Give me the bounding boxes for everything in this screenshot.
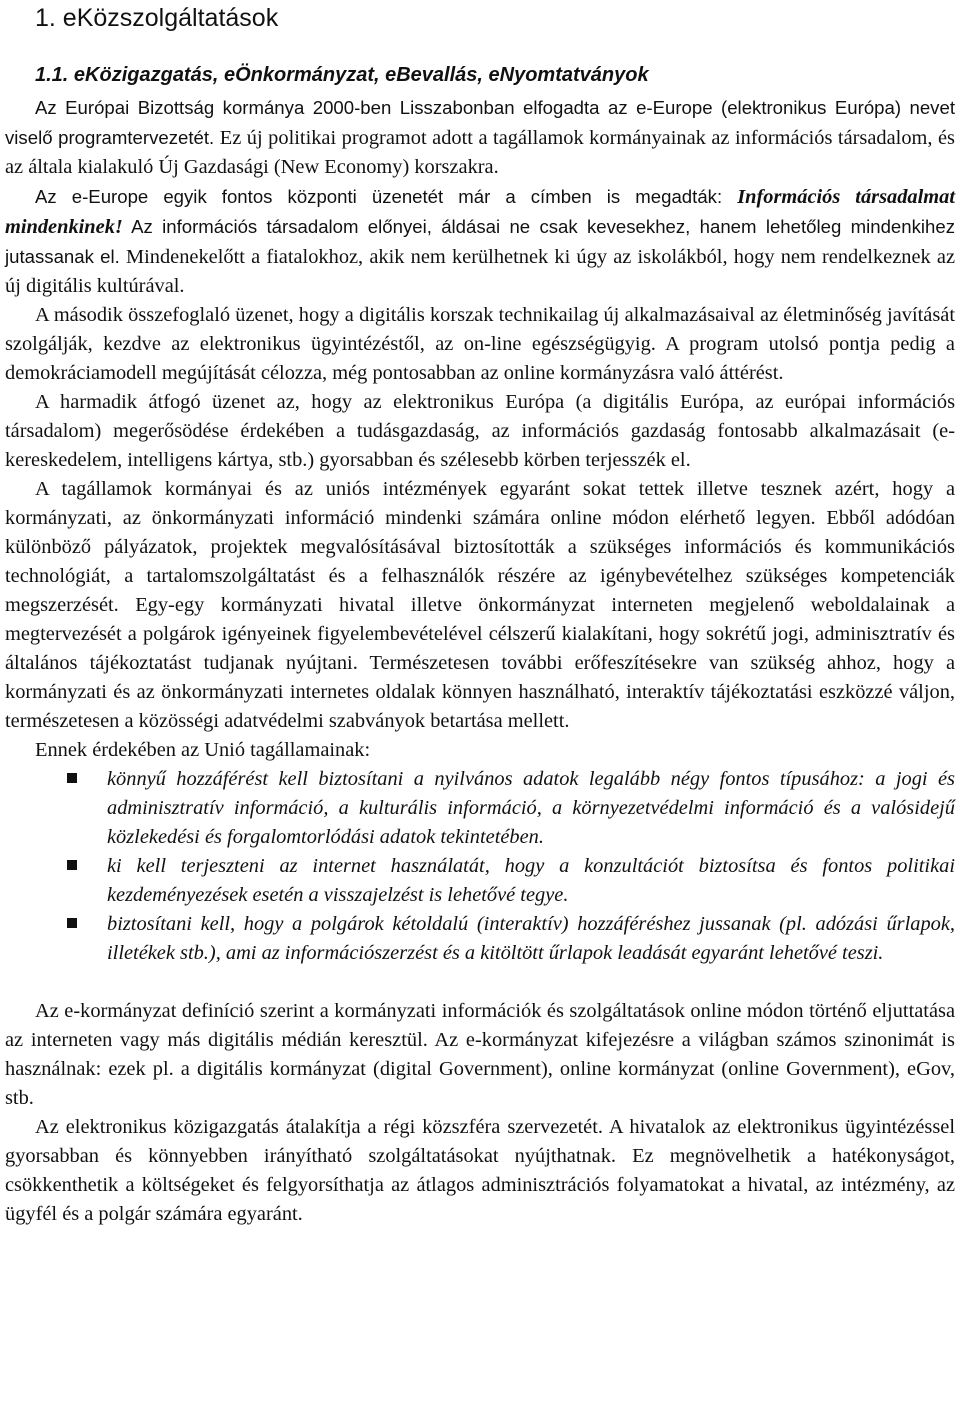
paragraph-1b-part-2: Az információs társadalom előnyei, áldásai ne csak kevesekhez, hanem lehetőleg mindenkihez jutassanak el.	[5, 216, 955, 267]
spacer	[5, 968, 955, 997]
paragraph-5: Ennek érdekében az Unió tagállamainak:	[35, 739, 371, 761]
paragraph-7: Az elektronikus közigazgatás átalakítja a régi közszféra szervezetét. A hivatalok az elektronikus ügyintézéssel gyorsabban és könnyebben irányítható szolgáltatásokat nyújthatnak. Ez megnövelhetik a hatékonyságot, csökkenthetik a költségeket és felgyorsíthatja az átlagos adminisztrációs folyamatokat a hivatal, az intézmény, az ügyfél és a polgár számára egyaránt.	[5, 1116, 955, 1225]
list-item-text: könnyű hozzáférést kell biztosítani a nyilvános adatok legalább négy fontos típusához: a jogi és adminisztratív információ, a kulturális információ, a környezetvédelmi információ és a valósidejű közlekedési és forgalomtorlódási adatok tekintetében.	[107, 768, 955, 848]
paragraph-1-part-2: Ez új politikai programot adott a tagállamok kormányainak az információs társadalom, és az általa kialakuló Új Gazdasági (New Economy) korszakra.	[5, 127, 955, 178]
document-body	[5, 93, 955, 1229]
list-item	[107, 852, 955, 910]
paragraph-4: A tagállamok kormányai és az uniós intézmények egyaránt sokat tettek illetve tesznek azért, hogy a kormányzati, az önkormányzati információ mindenki számára online módon elérhető legyen. Ebből adódóan különböző pályázatok, projektek megvalósításával biztosították a szükséges információs és kommunikációs technológiát, a tartalomszolgáltatást és a felhasználók részére az igénybevételhez szükséges kompetenciák megszerzését. Egy-egy kormányzati hivatal illetve önkormányzat interneten megjelenő weboldalainak a megtervezését a polgárok igényeinek figyelembevételével célszerű kialakítani, hogy sokrétű jogi, adminisztratív és általános tájékoztatást tudjanak nyújtani. Természetesen további erőfeszítésekre van szükség ahhoz, hogy a kormányzati és az önkormányzati internetes oldalak könnyen használható, interaktív tájékoztatási eszközzé váljon, természetesen a közösségi adatvédelmi szabványok betartása mellett.	[5, 478, 955, 732]
paragraph-2-part-2: A program utolsó pontja pedig a demokráciamodell megújítását célozza, még pontosabban az online kormányzásra való áttérést.	[5, 333, 955, 384]
paragraph-2	[5, 301, 955, 388]
bullet-list	[5, 765, 955, 968]
list-item	[107, 910, 955, 968]
list-item	[107, 765, 955, 852]
paragraph-1b	[5, 182, 955, 301]
square-bullet-icon	[67, 860, 77, 870]
square-bullet-icon	[67, 773, 77, 783]
section-heading: 1.1. eKözigazgatás, eÖnkormányzat, eBevallás, eNyomtatványok	[35, 64, 649, 86]
paragraph-6: Az e-kormányzat definíció szerint a kormányzati információk és szolgáltatások online módon történő eljuttatása az interneten vagy más digitális médián keresztül. Az e-kormányzat kifejezésre a világban számos szinonimát is használnak: ezek pl. a digitális kormányzat (digital Government), online kormányzat (online Government), eGov, stb.	[5, 1000, 955, 1109]
square-bullet-icon	[67, 918, 77, 928]
paragraph-1-part-1: Az Európai Bizottság kormánya 2000-ben Lisszabonban elfogadta az e-Europe (elektronikus Európa) nevet viselő programtervezetét.	[5, 97, 955, 148]
paragraph-3: A harmadik átfogó üzenet az, hogy az elektronikus Európa (a digitális Európa, az európai információs társadalom) megerősödése érdekében a tudásgazdaság, az információs gazdaság fontosabb alkalmazásait (e-kereskedelem, intelligens kártya, stb.) gyorsabban és szélesebb körben terjesszék el.	[5, 391, 955, 471]
list-item-text: biztosítani kell, hogy a polgárok kétoldalú (interaktív) hozzáféréshez jussanak (pl. adózási űrlapok, illetékek stb.), ami az információszerzést és a kitöltött űrlapok leadását egyaránt lehetővé teszi.	[107, 913, 955, 964]
list-item-text: ki kell terjeszteni az internet használatát, hogy a konzultációt biztosítsa és fontos politikai kezdeményezések esetén a visszajelzést is lehetővé tegye.	[107, 855, 955, 906]
paragraph-1b-part-1: Az e-Europe egyik fontos központi üzenetét már a címben is megadták:	[35, 186, 738, 207]
paragraph-1	[5, 93, 955, 182]
emphasis-slogan: Információs társadalmat mindenkinek!	[5, 186, 956, 238]
paragraph-1b-part-3: Mindenekelőtt a fiatalokhoz, akik nem kerülhetnek ki úgy az iskolákból, hogy nem rendelkeznek az új digitális kultúrával.	[5, 246, 955, 297]
paragraph-2-part-1: A második összefoglaló üzenet, hogy a digitális korszak technikailag új alkalmazásaival az életminőség javítását szolgálják, kezdve az elektronikus ügyintézéstől, az on-line egészségügyig.	[5, 304, 955, 355]
chapter-heading: 1. eKözszolgáltatások	[35, 4, 279, 32]
